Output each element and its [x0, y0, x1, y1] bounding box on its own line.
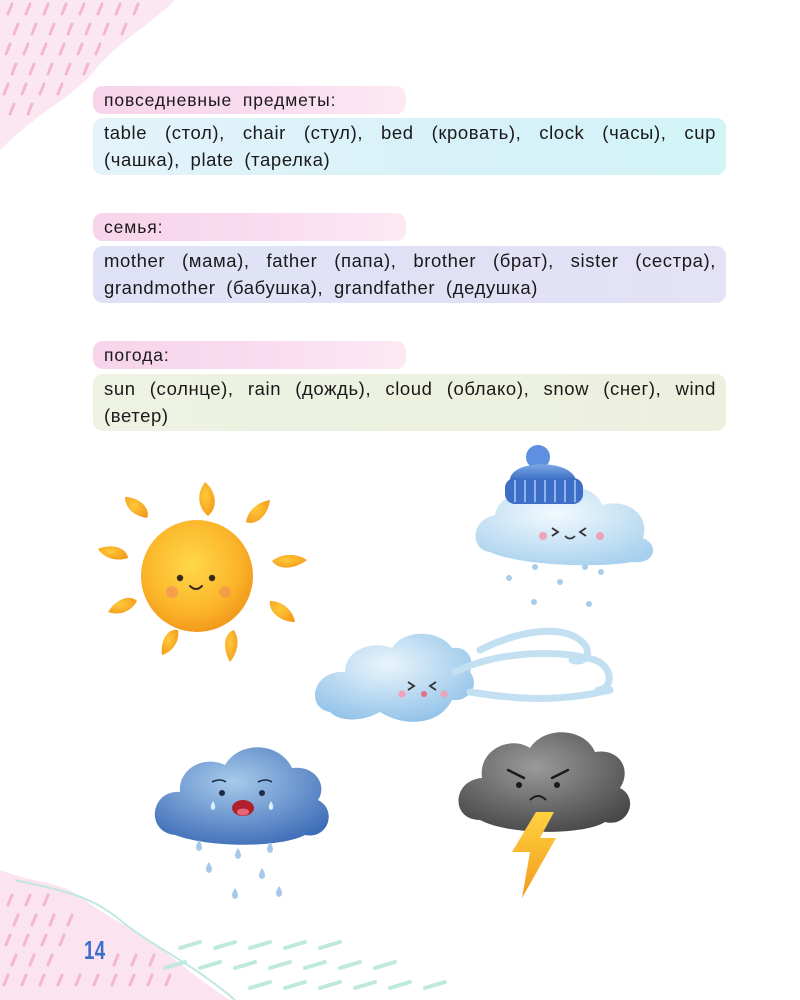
snow-cloud-icon [476, 445, 654, 607]
knit-hat-icon [505, 445, 583, 504]
storm-cloud-icon [458, 732, 630, 898]
section-text-family: mother (мама), father (папа), brother (брат), sister (сестра), grandmother (бабушка), grandfather (дедушка) [93, 246, 726, 303]
sun-icon [98, 482, 307, 662]
section-text-everyday-items: table (стол), chair (стул), bed (кровать), clock (часы), cup (чашка), plate (тарелка) [93, 118, 726, 175]
section-label-everyday-items: повседневные предметы: [93, 86, 406, 114]
section-label-family: семья: [93, 213, 406, 241]
section-text-weather: sun (солнце), rain (дождь), cloud (облако), snow (снег), wind (ветер) [93, 374, 726, 431]
section-label-weather: погода: [93, 341, 406, 369]
rain-cloud-icon [155, 747, 329, 899]
page-number: 14 [84, 935, 106, 965]
wind-cloud-icon [315, 631, 610, 722]
